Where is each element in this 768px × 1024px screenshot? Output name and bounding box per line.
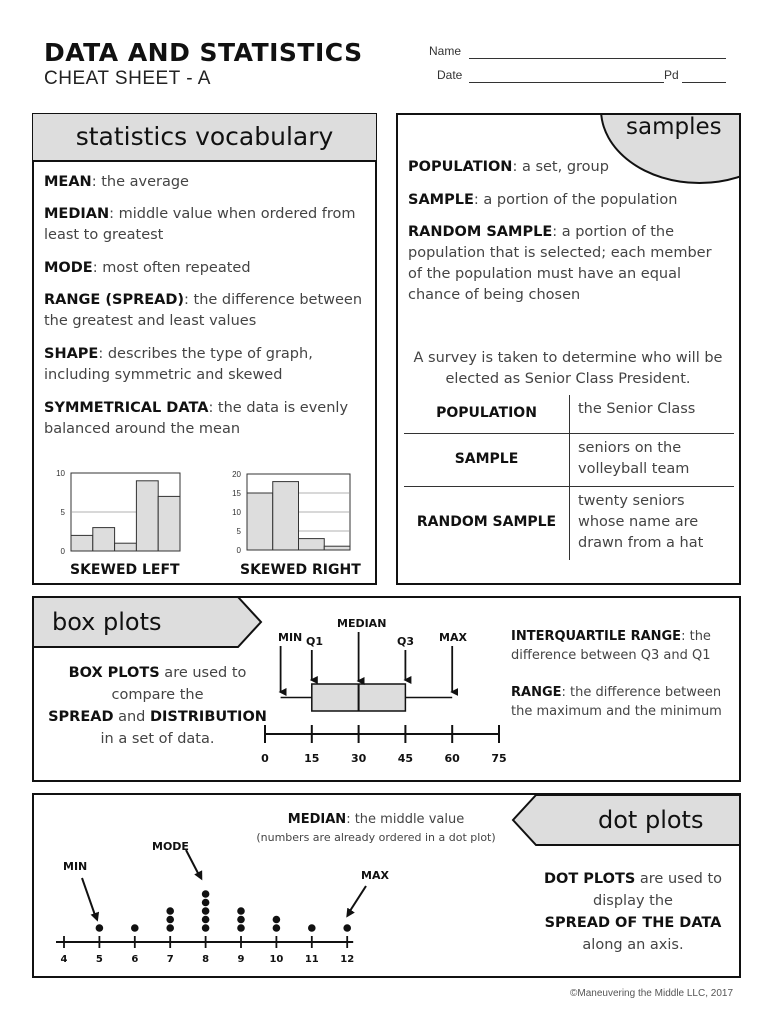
data-dot	[237, 907, 245, 915]
dot-median-definition: MEDIAN: the middle value	[287, 812, 465, 827]
data-dot	[166, 924, 174, 932]
vocab-range: RANGE (SPREAD): the difference between the greatest and least values	[44, 292, 363, 329]
axis-tick-label: 4	[60, 954, 68, 965]
q1-label: Q1	[306, 635, 324, 648]
tick-label: 5	[236, 527, 241, 536]
tick-label: 15	[232, 489, 241, 498]
tick-label: 5	[60, 508, 65, 517]
axis-tick-label: 75	[491, 752, 507, 765]
data-dot	[96, 924, 104, 932]
axis-tick-label: 5	[95, 954, 103, 965]
table-row: RANDOM SAMPLE twenty seniors whose name are drawn from a hat	[416, 493, 704, 551]
data-dot	[202, 916, 210, 924]
name-label: Name	[429, 44, 462, 58]
axis-tick-label: 8	[202, 954, 210, 965]
date-label: Date	[437, 68, 463, 82]
tick-label: 10	[56, 469, 65, 478]
tick-label: 20	[232, 470, 241, 479]
boxplots-description: BOX PLOTS are used to compare the SPREAD and DISTRIBUTION in a set of data.	[48, 665, 267, 747]
data-dot	[237, 916, 245, 924]
name-field[interactable]	[469, 58, 726, 59]
dot-min-label: MIN	[63, 860, 88, 873]
histogram-bar	[158, 496, 180, 551]
histogram-bar	[93, 528, 115, 551]
data-dot	[343, 924, 351, 932]
tick-label: 0	[60, 547, 65, 556]
table-row: SAMPLE seniors on the volleyball team	[404, 434, 734, 487]
axis-tick-label: 11	[304, 954, 319, 965]
skewed-right-chart	[232, 470, 350, 555]
histogram-bar	[115, 543, 137, 551]
axis-tick-label: 6	[131, 954, 139, 965]
data-dot	[308, 924, 316, 932]
dot-max-label: MAX	[361, 869, 389, 882]
dotplots-heading: dot plots	[598, 806, 704, 834]
histogram-bar	[136, 481, 158, 551]
axis-tick-label: 0	[261, 752, 269, 765]
max-arrow	[348, 886, 366, 914]
pd-label: Pd	[664, 68, 679, 82]
axis-tick-label: 12	[340, 954, 355, 965]
skewed-left-chart	[56, 469, 180, 556]
boxplots-heading: box plots	[52, 608, 162, 636]
median-label: MEDIAN	[337, 617, 387, 630]
axis-tick-label: 7	[166, 954, 174, 965]
axis-tick-label: 9	[237, 954, 245, 965]
dotplots-description: DOT PLOTS are used to display the SPREAD OF THE DATA along an axis.	[543, 871, 722, 953]
dotplot-diagram	[48, 840, 368, 965]
page-subtitle: CHEAT SHEET - A	[44, 68, 211, 89]
histogram-bar	[299, 539, 325, 550]
vocab-mode: MODE: most often repeated	[44, 260, 251, 276]
data-dot	[202, 907, 210, 915]
copyright-footer: ©Maneuvering the Middle LLC, 2017	[570, 988, 734, 999]
samples-sample: SAMPLE: a portion of the population	[408, 192, 678, 208]
dot-mode-label: MODE	[152, 840, 189, 853]
data-dot	[273, 916, 281, 924]
vocab-heading: statistics vocabulary	[33, 114, 376, 162]
table-row: POPULATION the Senior Class	[404, 395, 734, 434]
samples-heading: samples	[626, 114, 722, 140]
data-dot	[202, 890, 210, 898]
min-arrow	[82, 878, 96, 918]
samples-random: RANDOM SAMPLE: a portion of the population that is selected; each member of the population must have an equal chance of being chosen	[408, 224, 712, 303]
data-dot	[273, 924, 281, 932]
tick-label: 0	[236, 546, 241, 555]
histogram-bar	[247, 493, 273, 550]
samples-population: POPULATION: a set, group	[408, 159, 609, 175]
data-dot	[166, 916, 174, 924]
axis-tick-label: 30	[350, 752, 367, 765]
min-label: MIN	[278, 631, 303, 644]
histogram-bar	[273, 482, 299, 550]
data-dot	[166, 907, 174, 915]
axis-tick-label: 45	[397, 752, 414, 765]
vocab-mean: MEAN: the average	[44, 174, 189, 190]
axis-tick-label: 10	[269, 954, 284, 965]
data-dot	[131, 924, 139, 932]
data-dot	[202, 899, 210, 907]
histogram-bar	[324, 546, 350, 550]
axis-tick-label: 15	[304, 752, 320, 765]
histogram-bar	[71, 535, 93, 551]
iqr-definition: INTERQUARTILE RANGE: the difference between Q3 and Q1	[511, 629, 711, 663]
q3-label: Q3	[397, 635, 415, 648]
vocab-symmetrical: SYMMETRICAL DATA: the data is evenly balanced around the mean	[44, 400, 349, 437]
date-field[interactable]	[469, 82, 664, 83]
pd-field[interactable]	[682, 82, 726, 83]
max-label: MAX	[439, 631, 467, 644]
survey-text: A survey is taken to determine who will be elected as Senior Class President.	[413, 350, 723, 387]
page-title: DATA AND STATISTICS	[44, 38, 363, 67]
range-definition: RANGE: the difference between the maximum and the minimum	[511, 685, 722, 719]
skewed-left-caption: SKEWED LEFT	[70, 562, 180, 578]
axis-tick-label: 60	[444, 752, 460, 765]
vocab-median: MEDIAN: middle value when ordered from least to greatest	[44, 206, 356, 243]
dot-median-note: (numbers are already ordered in a dot plot)	[256, 831, 496, 844]
vocab-shape: SHAPE: describes the type of graph, including symmetric and skewed	[44, 346, 313, 383]
data-dot	[202, 924, 210, 932]
data-dot	[237, 924, 245, 932]
tick-label: 10	[232, 508, 241, 517]
skewed-right-caption: SKEWED RIGHT	[240, 562, 361, 578]
